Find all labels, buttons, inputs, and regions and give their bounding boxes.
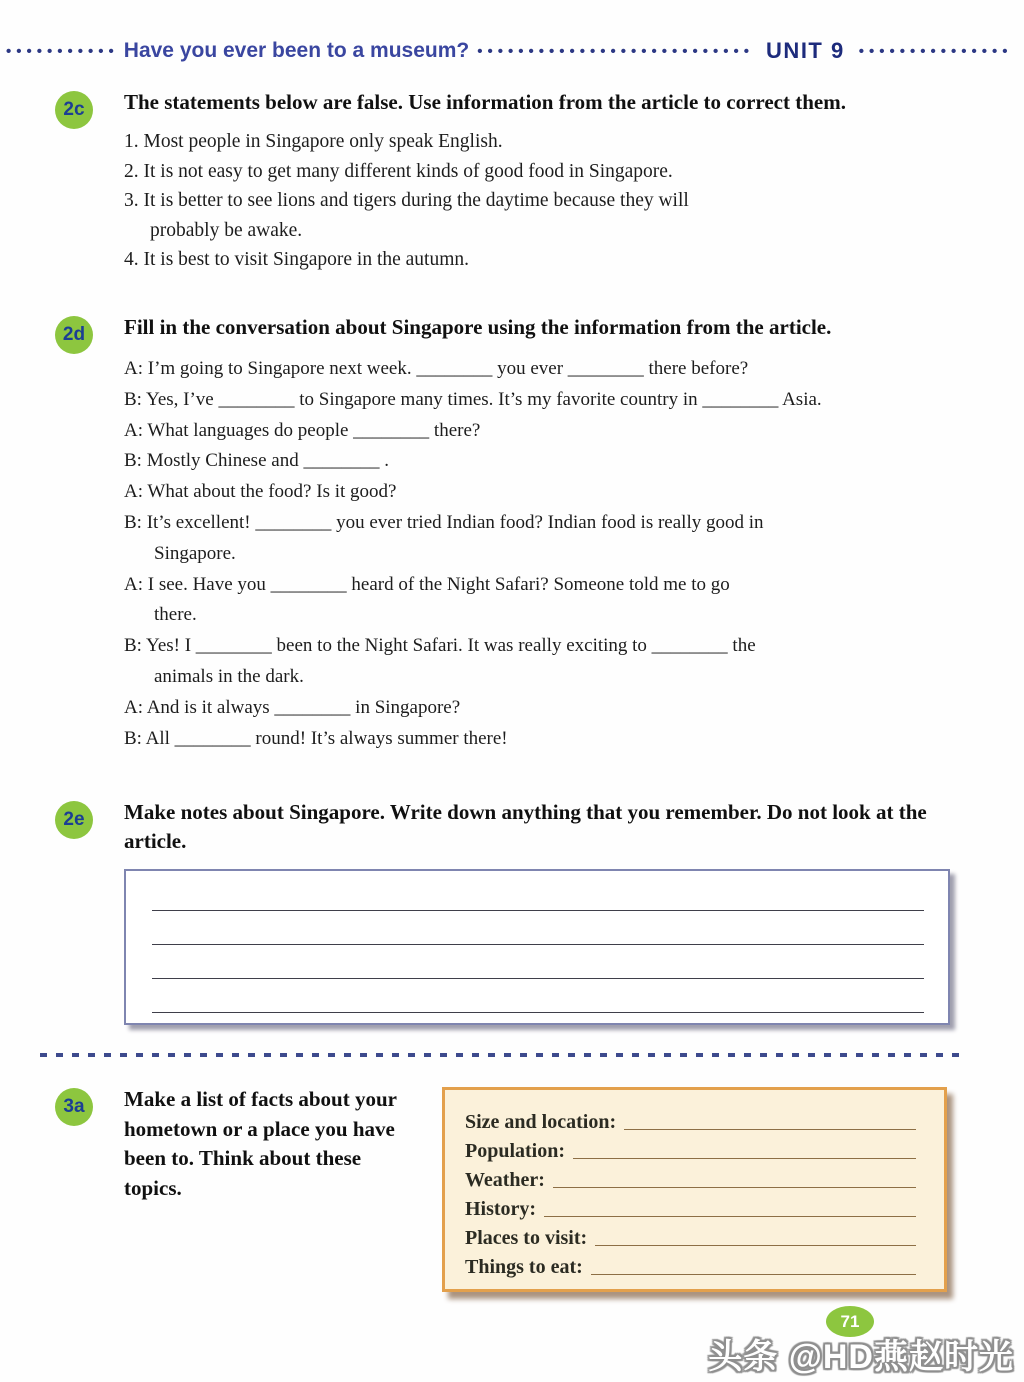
page-number-badge: 71: [826, 1306, 874, 1337]
task-2e-body: [124, 798, 966, 1025]
task-2e: [0, 798, 1024, 1025]
task-2d-body: [124, 313, 966, 754]
header-dots-right: •••••••••••••••: [858, 42, 1013, 60]
fact-label-things-to-eat: Things to eat:: [465, 1256, 583, 1278]
dialogue-line: B: All ________ round! It’s always summer there!: [124, 727, 508, 749]
task-2d: [0, 313, 1024, 754]
facts-topics-box: [442, 1087, 947, 1292]
task-3a: [0, 1085, 1024, 1292]
task-2e-badge: 2e: [55, 801, 93, 839]
fact-label-places-to-visit: Places to visit:: [465, 1227, 588, 1249]
statement-2: 2. It is not easy to get many different kinds of good food in Singapore.: [124, 160, 673, 182]
fact-blank-line: [544, 1216, 916, 1217]
task-2e-heading: Make notes about Singapore. Write down anything that you remember. Do not look at the article.: [124, 800, 927, 853]
note-ruled-line: [152, 979, 924, 1013]
fact-label-size-location: Size and location:: [465, 1111, 617, 1133]
note-ruled-line: [152, 877, 924, 911]
dialogue-line: B: It’s excellent! ________ you ever tried Indian food? Indian food is really good in: [124, 511, 764, 533]
dialogue-line: A: And is it always ________ in Singapore?: [124, 696, 461, 718]
fact-label-population: Population:: [465, 1140, 566, 1162]
fact-row: [465, 1192, 918, 1221]
task-2c-heading: The statements below are false. Use information from the article to correct them.: [124, 90, 846, 114]
task-3a-heading: Make a list of facts about your hometown or a place you have been to. Think about these topics.: [124, 1087, 397, 1200]
statement-4: 4. It is best to visit Singapore in the autumn.: [124, 249, 470, 270]
fact-blank-line: [595, 1245, 916, 1246]
dialogue-line: A: I see. Have you ________ heard of the Night Safari? Someone told me to go: [124, 573, 730, 595]
dialogue-line: A: What about the food? Is it good?: [124, 481, 397, 503]
fact-row: [465, 1221, 918, 1250]
fact-label-history: History:: [465, 1198, 537, 1220]
notes-writing-box: [124, 869, 950, 1025]
task-3a-badge: 3a: [55, 1088, 93, 1126]
task-3a-body: [124, 1085, 966, 1292]
statement-3: 3. It is better to see lions and tigers during the daytime because they will: [124, 190, 689, 211]
fact-blank-line: [624, 1129, 916, 1130]
task-2d-heading: Fill in the conversation about Singapore using the information from the article.: [124, 315, 832, 339]
fact-label-weather: Weather:: [465, 1169, 545, 1191]
dialogue-line: B: Yes, I’ve ________ to Singapore many times. It’s my favorite country in ________ Asia.: [124, 388, 822, 410]
fact-blank-line: [591, 1274, 916, 1275]
task-2c-body: [124, 88, 966, 275]
statement-3-continued: probably be awake.: [150, 219, 303, 241]
header-dots-left: •••••••••••: [6, 42, 119, 60]
watermark-text: 头条 @HD燕赵时光: [708, 1338, 1014, 1376]
dialogue-line: A: What languages do people ________ there?: [124, 419, 481, 441]
page-header: [0, 34, 1024, 68]
note-ruled-line: [152, 945, 924, 979]
dialogue-line-continued: there.: [154, 604, 197, 626]
fact-row: [465, 1105, 918, 1134]
task-2d-badge: 2d: [55, 316, 93, 354]
conversation: [124, 354, 966, 754]
fact-blank-line: [573, 1158, 916, 1159]
statement-1: 1. Most people in Singapore only speak English.: [124, 131, 503, 152]
task-2c-badge: 2c: [55, 91, 93, 129]
dialogue-line-continued: Singapore.: [154, 542, 236, 564]
dialogue-line-continued: animals in the dark.: [154, 665, 304, 687]
page-header-title: Have you ever been to a museum?: [123, 39, 470, 62]
dialogue-line: B: Mostly Chinese and ________ .: [124, 450, 389, 472]
fact-row: [465, 1163, 918, 1192]
unit-label: UNIT 9: [766, 38, 845, 63]
fact-blank-line: [553, 1187, 916, 1188]
statements-list: [124, 127, 966, 275]
fact-row: [465, 1134, 918, 1163]
header-dots-middle: •••••••••••••••••••••••••••: [477, 42, 755, 60]
dialogue-line: B: Yes! I ________ been to the Night Safari. It was really exciting to ________ the: [124, 635, 756, 657]
note-ruled-line: [152, 911, 924, 945]
fact-row: [465, 1250, 918, 1279]
dashed-divider: [40, 1053, 968, 1057]
task-2c: [0, 88, 1024, 275]
dialogue-line: A: I’m going to Singapore next week. ________ you ever ________ there before?: [124, 358, 749, 379]
